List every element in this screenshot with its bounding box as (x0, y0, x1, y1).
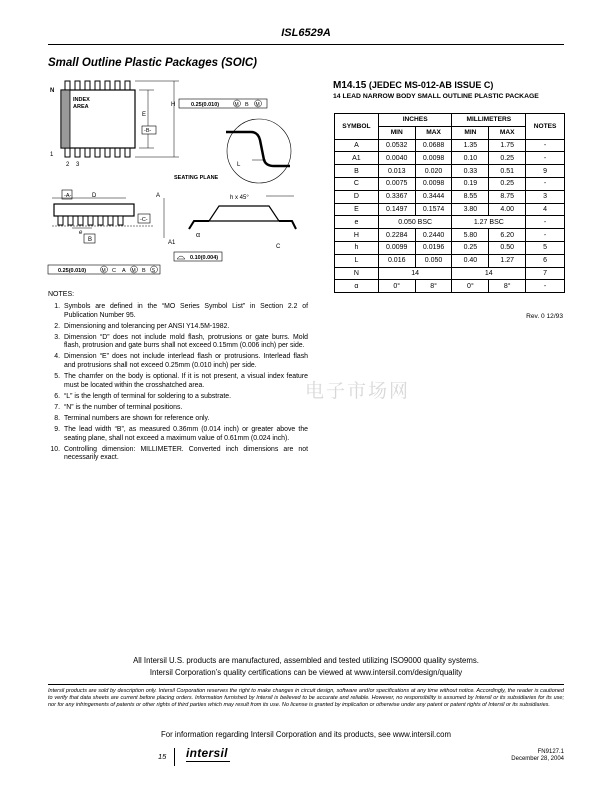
bottom-tolerance-value: 0.25(0.010) (58, 268, 87, 274)
note-number: 10. (50, 445, 60, 453)
table-cell: 0.1497 (378, 203, 415, 216)
table-cell: 0.016 (378, 254, 415, 267)
table-cell: 6 (526, 254, 565, 267)
table-row (335, 165, 565, 178)
table-cell: 1.27 BSC (452, 216, 526, 229)
note-text: “N” is the number of terminal positions. (64, 403, 183, 411)
table-row (335, 139, 565, 152)
table-cell: 1.35 (452, 139, 489, 152)
table-cell: E (335, 203, 379, 216)
pin-3-label: 3 (76, 162, 80, 168)
table-cell: 0.3444 (415, 190, 452, 203)
note-text: “L” is the length of terminal for soldering to a substrate. (64, 392, 231, 400)
table-row (335, 267, 565, 280)
table-cell: 0.25 (489, 152, 526, 165)
table-row (335, 241, 565, 254)
header-max-in: MAX (415, 126, 452, 139)
disclaimer: Intersil products are sold by description only. Intersil Corporation reserves the right to make changes in circuit design, software and/or specifications at any time without notice. Accordingly, the reader is cautioned to verify that data sheets are current before placing orders. Information furnished by Intersil is believed to be accurate and reliable. However, no responsibility is assumed by Intersil or its subsidiaries for its use; nor for any infringements of patents or other rights of third parties which may result from its use. No license is granted by implication or otherwise under any patent or patent rights of Intersil or its subsidiaries. (48, 688, 564, 709)
table-cell: e (335, 216, 379, 229)
tol-m-2: M (255, 102, 260, 108)
table-cell: 0.0532 (378, 139, 415, 152)
note-text: Symbols are defined in the “MO Series Symbol List” in Section 2.2 of Publication Number 95. (64, 303, 308, 319)
note-text: The lead width “B”, as measured 0.36mm (0.014 inch) or greater above the seating plane, shall not exceed a maximum value of 0.61mm (0.024 inch). (64, 426, 308, 442)
doc-date: December 28, 2004 (511, 756, 564, 762)
tol-m-3: M (101, 268, 106, 274)
table-row (335, 190, 565, 203)
note-item (48, 415, 308, 424)
note-item (48, 426, 308, 443)
table-cell: 14 (452, 267, 526, 280)
table-cell: 5 (526, 241, 565, 254)
table-cell: 0.2284 (378, 229, 415, 242)
intersil-logo: intersil (186, 746, 228, 760)
table-row (335, 229, 565, 242)
note-text: Dimensioning and tolerancing per ANSI Y14.5M-1982. (64, 322, 230, 330)
note-item (48, 393, 308, 402)
table-cell: D (335, 190, 379, 203)
table-cell: 1.27 (489, 254, 526, 267)
n-label: N (50, 88, 55, 94)
quality-certifications: Intersil Corporation’s quality certifications can be viewed at www.intersil.com/design/quality (149, 668, 463, 677)
index-label: INDEX (73, 97, 90, 103)
header-max-mm: MAX (489, 126, 526, 139)
table-cell: 0.0040 (378, 152, 415, 165)
note-number: 3. (54, 333, 60, 341)
tol-m-4: M (131, 268, 136, 274)
note-item (48, 373, 308, 390)
table-cell: 0.50 (489, 241, 526, 254)
table-cell: 4.00 (489, 203, 526, 216)
header-notes: NOTES (526, 114, 565, 140)
table-row (335, 177, 565, 190)
table-cell: H (335, 229, 379, 242)
note-item (48, 323, 308, 332)
table-cell: α (335, 280, 379, 293)
header-min-in: MIN (378, 126, 415, 139)
area-label: AREA (73, 104, 89, 110)
table-cell: h (335, 241, 379, 254)
flatness-tolerance: 0.10(0.004) (190, 255, 219, 261)
watermark: 电子市场网 (305, 381, 411, 402)
tol-b-ref-2: B (142, 268, 146, 274)
table-cell: 0.51 (489, 165, 526, 178)
document-number (460, 749, 564, 763)
table-cell: A (335, 139, 379, 152)
table-cell: 4 (526, 203, 565, 216)
section-title: Small Outline Plastic Packages (SOIC) (48, 57, 257, 69)
table-cell: 14 (378, 267, 452, 280)
notes-title: NOTES: (48, 291, 75, 298)
note-text: The chamfer on the body is optional. If it is not present, a visual index feature must be located within the crosshatched area. (64, 373, 308, 389)
table-cell: - (526, 280, 565, 293)
notes-list (48, 303, 308, 466)
table-cell: 0.1574 (415, 203, 452, 216)
table-cell: 0.0099 (378, 241, 415, 254)
a1-dim-label: A1 (168, 240, 176, 246)
package-description: 14 LEAD NARROW BODY SMALL OUTLINE PLASTIC PACKAGE (333, 93, 539, 100)
note-number: 5. (54, 373, 60, 381)
note-number: 8. (54, 415, 60, 423)
package-code-main: M14.15 (333, 80, 367, 91)
l-dim-label: L (237, 162, 241, 168)
table-row (335, 216, 565, 229)
note-number: 4. (54, 353, 60, 361)
dimension-table (334, 113, 565, 293)
datum-b-box: -B- (144, 128, 152, 134)
datum-a-box: -A- (64, 193, 72, 199)
dimension-table-body (335, 139, 565, 293)
tol-s: S (151, 268, 156, 274)
header-rule (48, 44, 564, 45)
logo-underline (186, 761, 230, 762)
lead-detail-view (226, 119, 291, 183)
note-item (48, 334, 308, 351)
note-text: Dimension “D” does not include mold flash, protrusions or gate burrs. Mold flash, protrusion and gate burrs shall not exceed 0.15mm (0.006 inch) per side. (64, 333, 308, 350)
table-cell: 0.0688 (415, 139, 452, 152)
note-text: Dimension “E” does not include interlead flash or protrusions. Interlead flash and protrusions shall not exceed 0.25mm (0.010 inch) per side. (64, 353, 308, 370)
table-cell: 5.80 (452, 229, 489, 242)
note-number: 2. (54, 322, 60, 330)
footer-rule (48, 684, 564, 685)
table-cell: 0° (378, 280, 415, 293)
table-cell: B (335, 165, 379, 178)
bottom-tolerance-frame (48, 265, 160, 274)
table-cell: 0.10 (452, 152, 489, 165)
seating-plane-label: SEATING PLANE (174, 175, 219, 181)
note-text: Controlling dimension: MILLIMETER. Converted inch dimensions are not necessarily exact. (64, 445, 308, 462)
pitch-e-label: e (79, 230, 83, 236)
note-item (48, 446, 308, 463)
package-code (333, 80, 493, 91)
tol-a-ref: A (122, 268, 126, 274)
table-row (335, 203, 565, 216)
a-dim-label: A (156, 193, 161, 199)
table-cell: 0.013 (378, 165, 415, 178)
table-cell: 0.40 (452, 254, 489, 267)
table-cell: 0.0196 (415, 241, 452, 254)
footer-divider (174, 748, 175, 766)
table-cell: - (526, 152, 565, 165)
table-cell: 8° (415, 280, 452, 293)
table-cell: - (526, 216, 565, 229)
quality-statement: All Intersil U.S. products are manufactured, assembled and tested utilizing ISO9000 quality systems. (133, 656, 479, 665)
note-number: 9. (54, 426, 60, 434)
b-dim-label: B (88, 237, 93, 243)
tol-m-1: M (234, 102, 239, 108)
table-cell: 7 (526, 267, 565, 280)
table-cell: 0.0075 (378, 177, 415, 190)
table-cell: 0.25 (452, 241, 489, 254)
table-row (335, 280, 565, 293)
table-row (335, 254, 565, 267)
table-cell: - (526, 139, 565, 152)
table-cell: 0.050 BSC (378, 216, 452, 229)
note-item (48, 404, 308, 413)
table-cell: A1 (335, 152, 379, 165)
note-number: 7. (54, 403, 60, 411)
for-information: For information regarding Intersil Corporation and its products, see www.intersil.com (161, 730, 451, 739)
header-inches: INCHES (378, 114, 452, 127)
table-cell: 6.20 (489, 229, 526, 242)
datum-c-box: -C- (140, 217, 148, 223)
note-number: 1. (54, 303, 60, 310)
c-dim-label: C (276, 244, 281, 250)
table-cell: 8.55 (452, 190, 489, 203)
d-dim-label: D (92, 193, 97, 199)
note-item (48, 353, 308, 370)
note-number: 6. (54, 392, 60, 400)
revision-label: Rev. 0 12/93 (526, 313, 563, 320)
table-cell: 9 (526, 165, 565, 178)
e-dim-label: E (142, 112, 147, 118)
table-cell: 0.0098 (415, 152, 452, 165)
table-cell: 0.050 (415, 254, 452, 267)
page-number: 15 (158, 752, 167, 761)
top-tolerance-value: 0.25(0.010) (191, 102, 220, 108)
table-cell: 8° (489, 280, 526, 293)
table-row (335, 152, 565, 165)
table-cell: N (335, 267, 379, 280)
table-cell: - (526, 177, 565, 190)
note-text: Terminal numbers are shown for reference only. (64, 415, 210, 423)
table-cell: - (526, 229, 565, 242)
table-cell: 3.80 (452, 203, 489, 216)
chamfer-label: h x 45° (230, 195, 249, 201)
table-cell: 0.0098 (415, 177, 452, 190)
document-header-title: ISL6529A (281, 27, 331, 39)
header-symbol: SYMBOL (335, 114, 379, 140)
h-dim-label: H (171, 102, 176, 108)
table-cell: L (335, 254, 379, 267)
table-cell: C (335, 177, 379, 190)
table-cell: 0.33 (452, 165, 489, 178)
table-cell: 1.75 (489, 139, 526, 152)
pin-2-label: 2 (66, 162, 70, 168)
fn-number: FN9127.1 (537, 749, 564, 755)
table-cell: 0.2440 (415, 229, 452, 242)
table-cell: 0.3367 (378, 190, 415, 203)
table-cell: 3 (526, 190, 565, 203)
tol-b-ref: B (245, 102, 249, 108)
table-cell: 0.020 (415, 165, 452, 178)
side-view (52, 175, 296, 261)
tol-c-ref: C (112, 268, 116, 274)
alpha-label: α (196, 232, 201, 239)
header-millimeters: MILLIMETERS (452, 114, 526, 127)
table-cell: 0.25 (489, 177, 526, 190)
table-cell: 0.19 (452, 177, 489, 190)
package-outline-drawing (44, 76, 324, 281)
top-view (50, 81, 267, 168)
pin-1-label: 1 (50, 152, 54, 158)
package-code-suffix: (JEDEC MS-012-AB ISSUE C) (368, 80, 494, 90)
note-item (48, 303, 308, 320)
header-min-mm: MIN (452, 126, 489, 139)
table-cell: 8.75 (489, 190, 526, 203)
table-cell: 0° (452, 280, 489, 293)
